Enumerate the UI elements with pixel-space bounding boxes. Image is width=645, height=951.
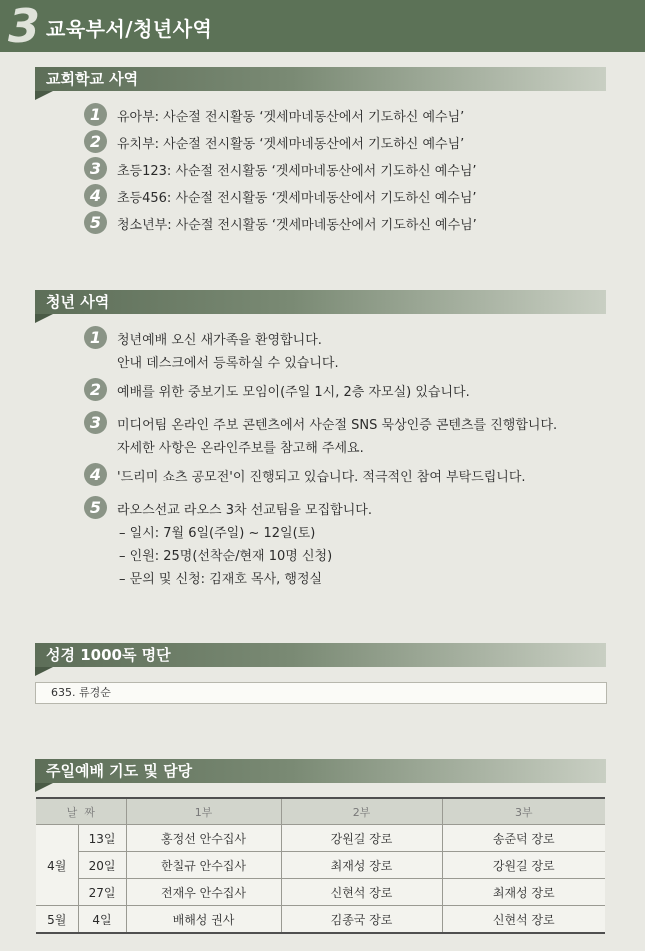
table-row [36, 852, 605, 879]
list-item-text: 유치부: 사순절 전시활동 ‘겟세마네동산에서 기도하신 예수님’ [117, 137, 465, 152]
number-badge-icon: 4 [84, 184, 107, 207]
list-item-text: '드리미 쇼츠 공모전'이 진행되고 있습니다. 적극적인 참여 부탁드립니다. [117, 470, 526, 485]
number-badge-icon: 2 [84, 378, 107, 401]
list-item-text: 라오스선교 라오스 3차 선교팀을 모집합니다. [117, 503, 372, 518]
service-2-cell: 김종국 장로 [281, 906, 442, 934]
service-1-cell: 전재우 안수집사 [126, 879, 281, 906]
page-header [0, 0, 645, 52]
number-badge-icon: 1 [84, 326, 107, 349]
table-row [36, 879, 605, 906]
day-cell: 27일 [78, 879, 126, 906]
day-cell: 4일 [78, 906, 126, 934]
column-header-service-1: 1부 [126, 798, 281, 825]
section-heading-label: 주일예배 기도 및 담당 [46, 762, 193, 780]
service-3-cell: 강원길 장로 [442, 852, 605, 879]
section-heading-label: 교회학교 사역 [46, 70, 139, 88]
service-3-cell: 최재성 장로 [442, 879, 605, 906]
service-1-cell: 홍정선 안수집사 [126, 825, 281, 852]
bible-reading-list [35, 682, 607, 704]
list-item-text: 자세한 사항은 온라인주보를 참고해 주세요. [117, 441, 364, 456]
section-heading-label: 청년 사역 [46, 293, 110, 311]
number-badge-icon: 5 [84, 211, 107, 234]
service-2-cell: 강원길 장로 [281, 825, 442, 852]
list-item-text: 예배를 위한 중보기도 모임이(주일 1시, 2층 자모실) 있습니다. [117, 385, 470, 400]
column-header-date: 날 짜 [36, 798, 126, 825]
day-cell: 20일 [78, 852, 126, 879]
number-badge-icon: 3 [84, 157, 107, 180]
month-cell: 5월 [36, 906, 78, 934]
list-item-text: 미디어팀 온라인 주보 콘텐츠에서 사순절 SNS 묵상인증 콘텐츠를 진행합니다. [117, 418, 558, 433]
list-item-text: 청소년부: 사순절 전시활동 ‘겟세마네동산에서 기도하신 예수님’ [117, 218, 477, 233]
section-heading-school [35, 67, 606, 91]
section-heading-label: 성경 1000독 명단 [46, 646, 171, 664]
section-heading-bible [35, 643, 606, 667]
list-item-text: – 일시: 7월 6일(주일) ~ 12일(토) [119, 526, 316, 541]
number-badge-icon: 3 [84, 411, 107, 434]
list-item-text: – 문의 및 신청: 김재호 목사, 행정실 [119, 572, 323, 587]
day-cell: 13일 [78, 825, 126, 852]
column-header-service-2: 2부 [281, 798, 442, 825]
page-title: 교육부서/청년사역 [46, 17, 213, 41]
table-header-row [36, 798, 605, 825]
service-1-cell: 한칠규 안수집사 [126, 852, 281, 879]
bible-reading-entry: 635. 류경순 [51, 686, 111, 699]
number-badge-icon: 2 [84, 130, 107, 153]
number-badge-icon: 5 [84, 496, 107, 519]
service-3-cell: 송준덕 장로 [442, 825, 605, 852]
number-badge-icon: 4 [84, 463, 107, 486]
month-cell: 4월 [36, 825, 78, 906]
section-heading-sunday [35, 759, 606, 783]
number-badge-icon: 1 [84, 103, 107, 126]
section-number: 3 [8, 0, 41, 53]
list-item-text: 유아부: 사순절 전시활동 ‘겟세마네동산에서 기도하신 예수님’ [117, 110, 465, 125]
service-1-cell: 배해성 권사 [126, 906, 281, 934]
service-2-cell: 최재성 장로 [281, 852, 442, 879]
column-header-service-3: 3부 [442, 798, 605, 825]
table-row [36, 825, 605, 852]
list-item-text: 청년예배 오신 새가족을 환영합니다. [117, 333, 322, 348]
sunday-duty-table [36, 797, 605, 934]
list-item-text: 초등456: 사순절 전시활동 ‘겟세마네동산에서 기도하신 예수님’ [117, 191, 477, 206]
list-item-text: 안내 데스크에서 등록하실 수 있습니다. [117, 356, 339, 371]
service-3-cell: 신현석 장로 [442, 906, 605, 934]
list-item-text: – 인원: 25명(선착순/현재 10명 신청) [119, 549, 333, 564]
list-item-text: 초등123: 사순절 전시활동 ‘겟세마네동산에서 기도하신 예수님’ [117, 164, 477, 179]
section-heading-youth [35, 290, 606, 314]
table-row [36, 906, 605, 934]
service-2-cell: 신현석 장로 [281, 879, 442, 906]
